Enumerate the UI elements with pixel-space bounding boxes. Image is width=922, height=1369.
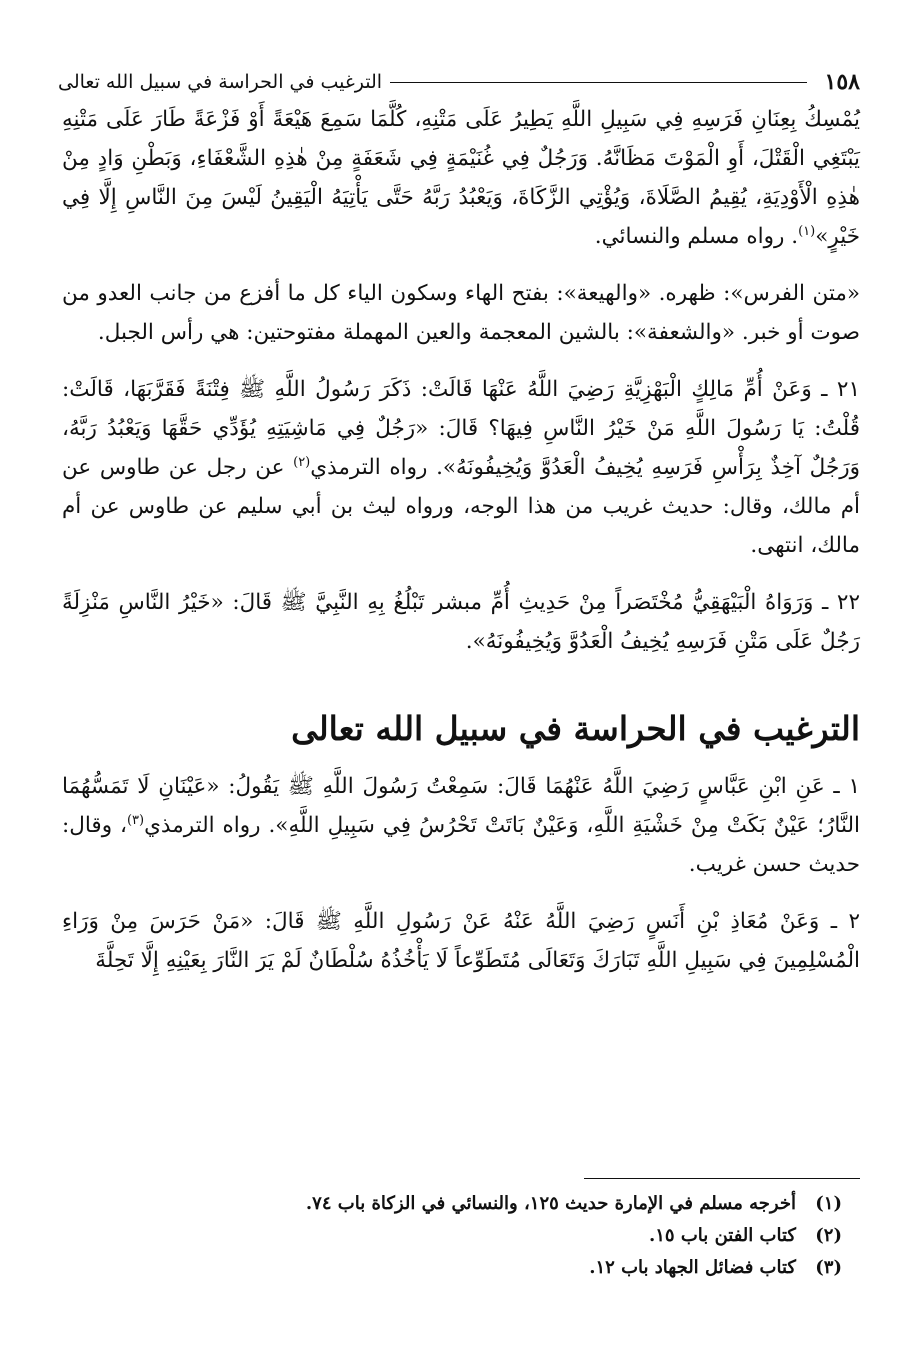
footnote-number: (٢) <box>815 1225 842 1246</box>
footnote-ref: (٢) <box>293 454 311 470</box>
page-header <box>58 62 860 102</box>
footnote-ref: (٣) <box>126 812 145 828</box>
footnote-item <box>62 1188 842 1220</box>
footnotes <box>62 1188 842 1284</box>
footnote-text: أخرجه مسلم في الإمارة حديث ١٢٥، والنسائي في الزكاة باب ٧٤. <box>305 1193 796 1214</box>
running-title: الترغيب في الحراسة في سبيل الله تعالى <box>58 71 383 93</box>
footnote-text: كتاب الفتن باب ١٥. <box>648 1225 796 1246</box>
paragraph-hadith-21 <box>62 370 860 565</box>
paragraph-text: يُمْسِكُ بِعِنَانِ فَرَسِهِ فِي سَبِيلِ اللَّهِ يَطِيرُ عَلَى مَتْنِهِ، كُلَّمَا سَمِعَ هَيْعَةً أَوْ فَزْعَةً طَارَ عَلَى مَتْنِهِ يَبْتَغِي الْقَتْلَ، أَوِ الْمَوْتَ مَظَانَّهُ. وَرَجُلٌ فِي غُنَيْمَةٍ فِي شَعَفَةٍ مِنْ هٰذِهِ الشَّعْفَاءِ، وَبَطْنِ وَادٍ مِنْ هٰذِهِ الْأَوْدِيَةِ، يُقِيمُ الصَّلَاةَ، وَيُؤْتِي الزَّكَاةَ، وَيَعْبُدُ رَبَّهُ حَتَّى يَأْتِيَهُ الْيَقِينُ لَيْسَ مِنَ النَّاسِ إِلَّا فِي خَيْرٍ» <box>62 107 860 249</box>
paragraph-text: عن رجل عن طاوس عن أم مالك، وقال: حديث غريب من هذا الوجه، ورواه ليث بن أبي سليم عن طاوس عن أم مالك، انتهى. <box>62 455 860 558</box>
main-text <box>62 100 860 980</box>
page-number: ١٥٨ <box>824 69 860 95</box>
footnote-number: (٣) <box>815 1257 842 1278</box>
footnote-item <box>62 1252 842 1284</box>
paragraph-text: . رواه مسلم والنسائي. <box>594 224 799 249</box>
paragraph-glossary: «متن الفرس»: ظهره. «والهيعة»: بفتح الهاء وسكون الياء كل ما أفزع من جانب العدو من صوت أو خبر. «والشعفة»: بالشين المعجمة والعين المهملة مفتوحتين: هي رأس الجبل. <box>62 281 860 345</box>
footnote-ref: (١) <box>798 223 816 239</box>
paragraph-hadith-2: ٢ ـ وَعَنْ مُعَاذِ بْنِ أَنَسٍ رَضِيَ اللَّهُ عَنْهُ عَنْ رَسُولِ اللَّهِ ﷺ قَالَ: «مَنْ حَرَسَ مِنْ وَرَاءِ الْمُسْلِمِينَ فِي سَبِيلِ اللَّهِ تَبَارَكَ وَتَعَالَى مُتَطَوِّعاً لَا يَأْخُذُهُ سُلْطَانٌ لَمْ يَرَ النَّارَ بِعَيْنِهِ إِلَّا تَحِلَّةَ <box>62 909 860 973</box>
paragraph-hadith-continuation <box>62 100 860 256</box>
footnote-number: (١) <box>815 1193 842 1214</box>
paragraph-text: ٢١ ـ وَعَنْ أُمِّ مَالِكٍ الْبَهْزِيَّةِ رَضِيَ اللَّهُ عَنْهَا قَالَتْ: ذَكَرَ رَسُولُ اللَّهِ ﷺ فِتْنَةً فَقَرَّبَهَا، قَالَتْ: قُلْتُ: يَا رَسُولَ اللَّهِ مَنْ خَيْرُ النَّاسِ فِيهَا؟ قَالَ: «رَجُلٌ فِي مَاشِيَتِهِ يُؤَدِّي حَقَّهَا وَيَعْبُدُ رَبَّهُ، وَرَجُلٌ آخِذٌ بِرَأْسِ فَرَسِهِ يُخِيفُ الْعَدُوَّ وَيُخِيفُونَهُ». رواه الترمذي <box>62 377 860 480</box>
footnote-text: كتاب فضائل الجهاد باب ١٢. <box>589 1257 796 1278</box>
paragraph-hadith-1 <box>62 767 860 884</box>
paragraph-hadith-22: ٢٢ ـ وَرَوَاهُ الْبَيْهَقِيُّ مُخْتَصَراً مِنْ حَدِيثِ أُمِّ مبشر تَبْلُغُ بِهِ النَّبِيَّ ﷺ قَالَ: «خَيْرُ النَّاسِ مَنْزِلَةً رَجُلٌ عَلَى مَتْنِ فَرَسِهِ يُخِيفُ الْعَدُوَّ وَيُخِيفُونَهُ». <box>62 590 860 654</box>
footnote-divider <box>584 1178 860 1179</box>
header-rule <box>390 82 806 83</box>
section-title: الترغيب في الحراسة في سبيل الله تعالى <box>291 709 860 748</box>
footnote-item <box>62 1220 842 1252</box>
paragraph-text: ، وقال: حديث حسن غريب. <box>62 813 860 877</box>
paragraph-text: ١ ـ عَنِ ابْنِ عَبَّاسٍ رَضِيَ اللَّهُ عَنْهُمَا قَالَ: سَمِعْتُ رَسُولَ اللَّهِ ﷺ يَقُولُ: «عَيْنَانِ لَا تَمَسُّهُمَا النَّارُ؛ عَيْنٌ بَكَتْ مِنْ خَشْيَةِ اللَّهِ، وَعَيْنٌ بَاتَتْ تَحْرُسُ فِي سَبِيلِ اللَّهِ». رواه الترمذي <box>62 774 860 838</box>
